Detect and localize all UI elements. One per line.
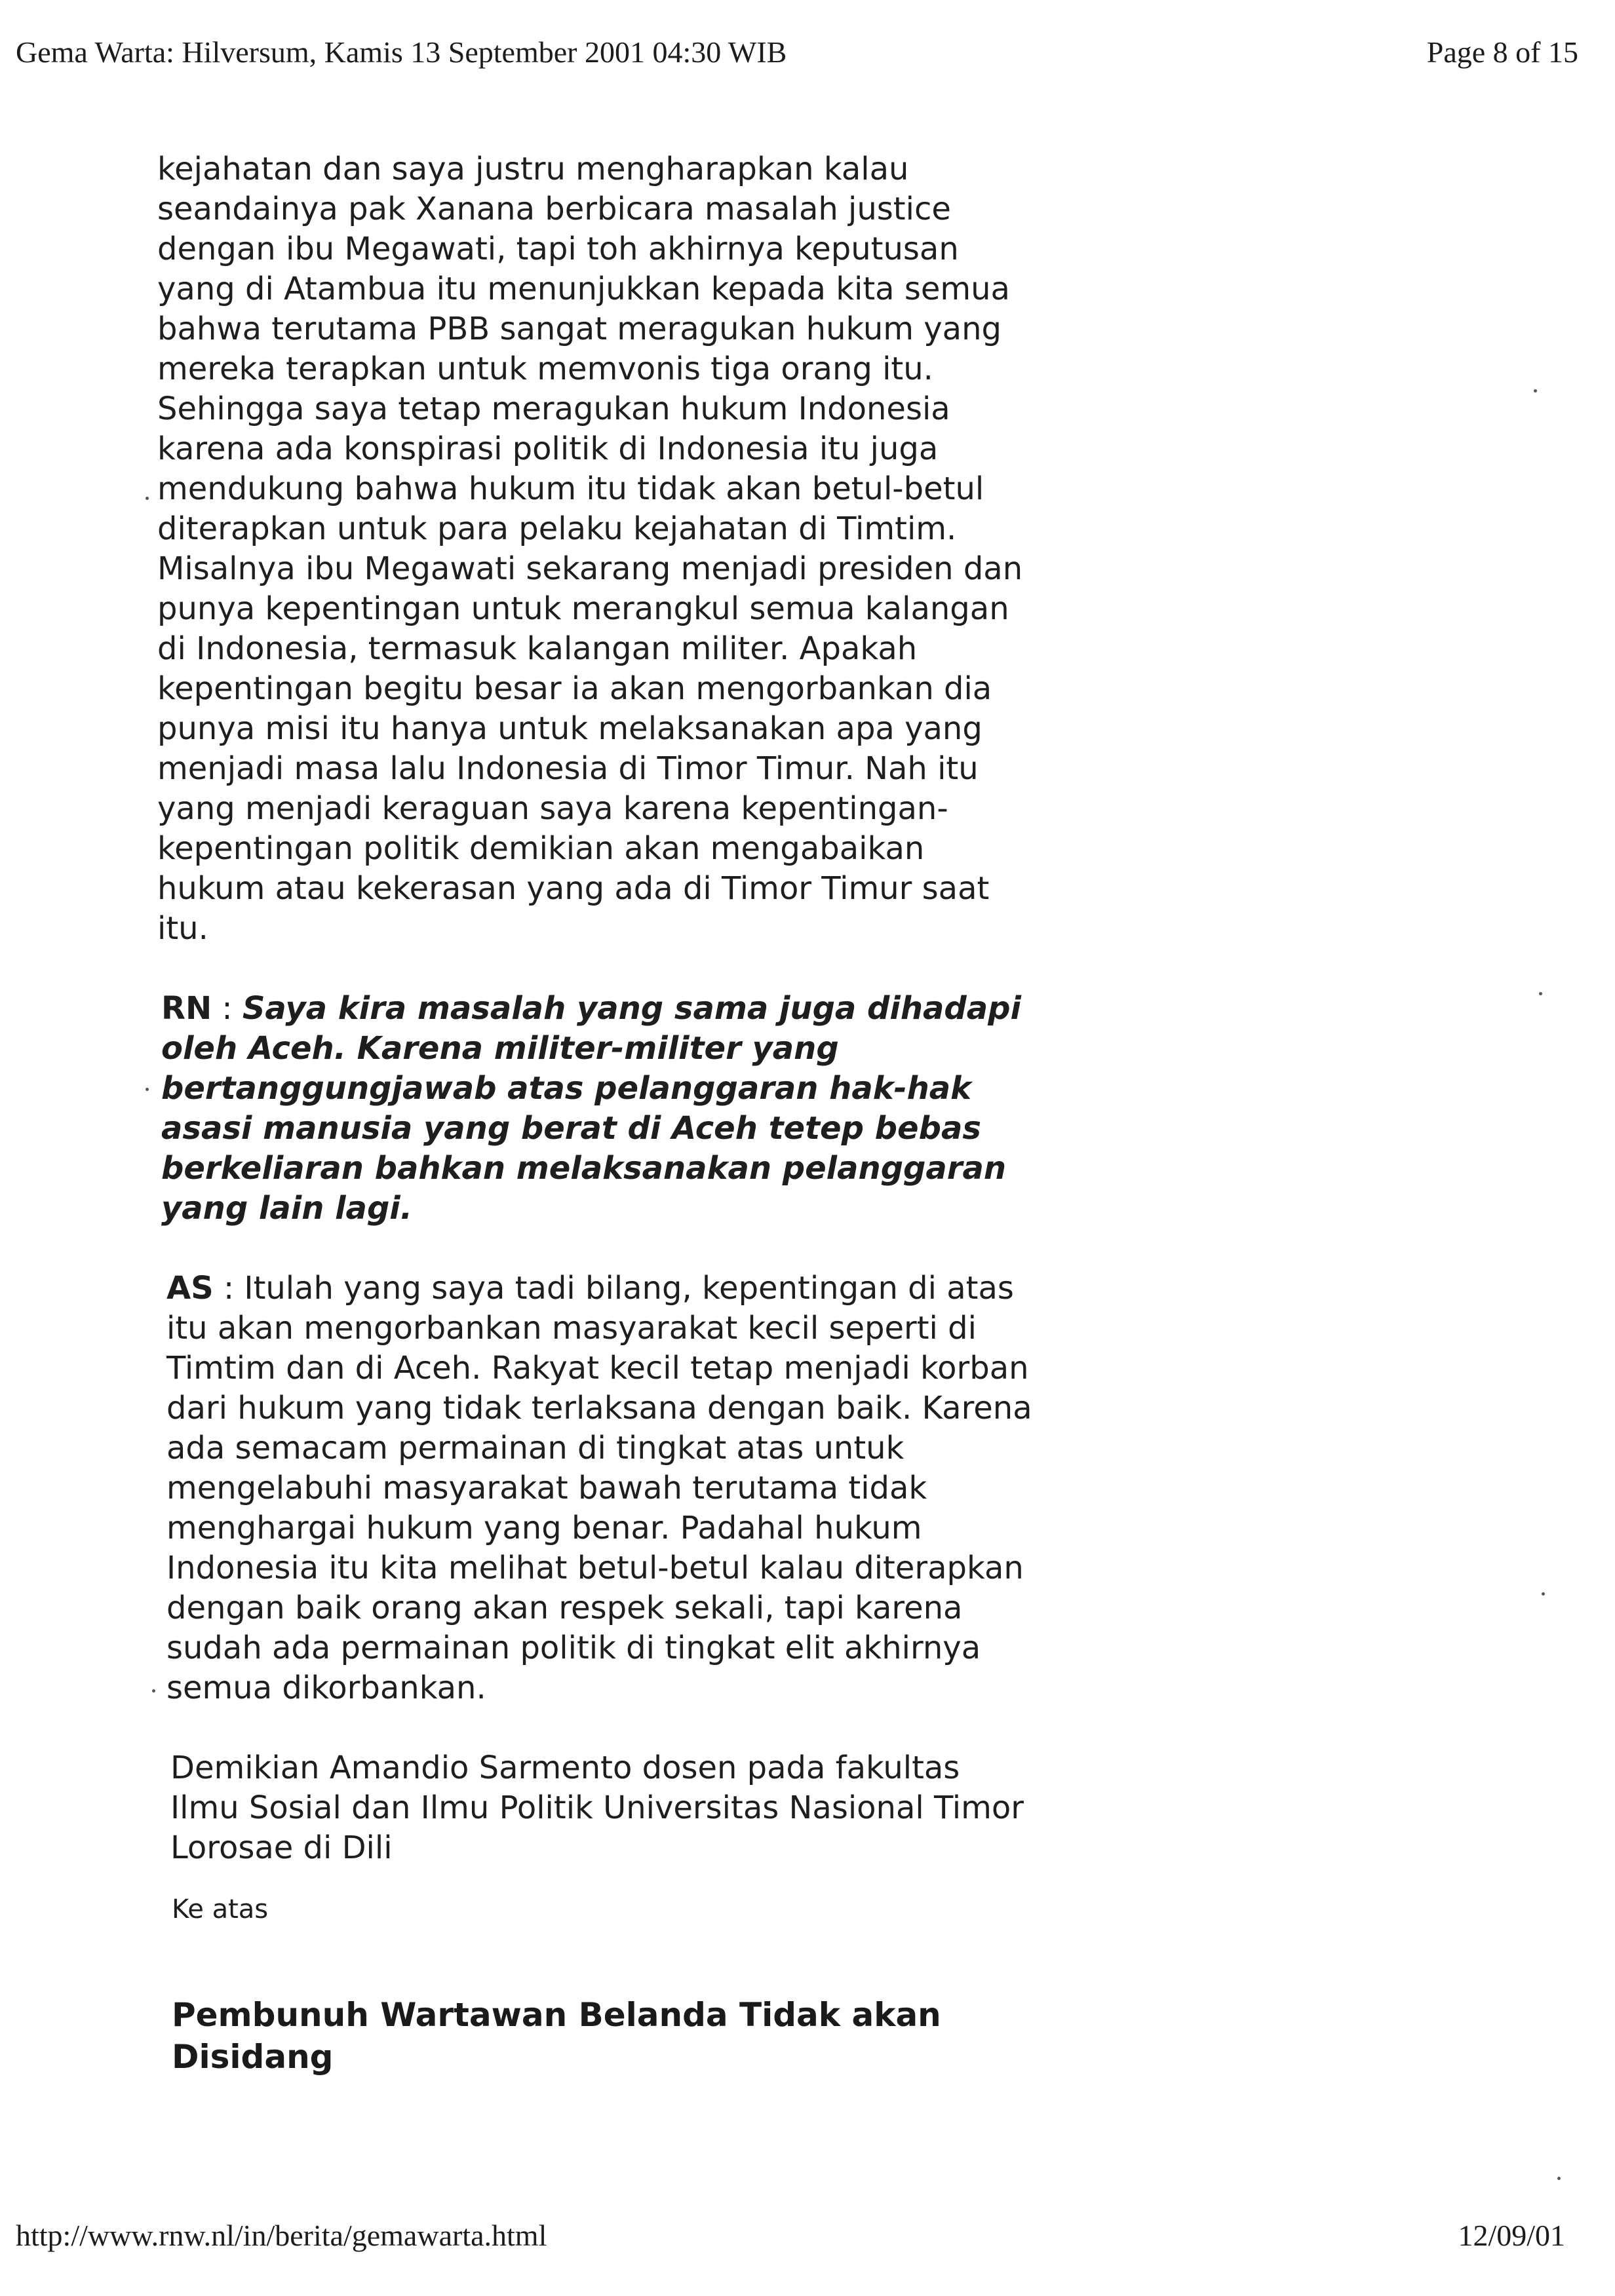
text-line: dari hukum yang tidak terlaksana dengan baik. Karena <box>166 1390 1032 1426</box>
text-line: Misalnya ibu Megawati sekarang menjadi presiden dan <box>157 550 1023 587</box>
text-line: asasi manusia yang berat di Aceh tetep bebas <box>161 1110 981 1147</box>
text-line: karena ada konspirasi politik di Indonesia itu juga <box>157 430 939 467</box>
text-line: Indonesia itu kita melihat betul-betul kalau diterapkan <box>166 1550 1024 1586</box>
text-line: oleh Aceh. Karena militer-militer yang <box>161 1030 839 1067</box>
text-line: yang menjadi keraguan saya karena kepentingan- <box>157 790 948 827</box>
print-date: 12/09/01 <box>1458 2219 1565 2252</box>
text-line: bahwa terutama PBB sangat meragukan hukum yang <box>157 311 1002 347</box>
speaker-label-as: AS <box>166 1270 214 1307</box>
text-line: itu akan mengorbankan masyarakat kecil seperti di <box>166 1310 977 1347</box>
text-line: Ilmu Sosial dan Ilmu Politik Universitas Nasional Timor <box>170 1789 1024 1826</box>
paragraph-interview-answer <box>157 149 1180 949</box>
text-line: seandainya pak Xanana berbicara masalah justice <box>157 191 951 227</box>
scan-speck <box>146 497 149 500</box>
text-line: yang lain lagi. <box>161 1190 412 1227</box>
text-line: mereka terapkan untuk memvonis tiga orang itu. <box>157 351 933 387</box>
text-line: dengan baik orang akan respek sekali, tapi karena <box>166 1590 963 1626</box>
scan-speck <box>152 1689 155 1693</box>
paragraph-rn-question <box>161 989 1180 1229</box>
text-line: bertanggungjawab atas pelanggaran hak-hak <box>161 1070 972 1107</box>
scan-speck <box>1557 2177 1561 2180</box>
source-url: http://www.rnw.nl/in/berita/gemawarta.html <box>16 2219 547 2252</box>
back-to-top-link[interactable]: Ke atas <box>172 1894 269 1924</box>
headline-line: Pembunuh Wartawan Belanda Tidak akan <box>172 1996 941 2034</box>
text-line: menghargai hukum yang benar. Padahal hukum <box>166 1510 922 1546</box>
text-line: punya kepentingan untuk merangkul semua kalangan <box>157 590 1009 627</box>
headline-line: Disidang <box>172 2038 334 2076</box>
text-line: Demikian Amandio Sarmento dosen pada fakultas <box>170 1750 960 1786</box>
scan-speck <box>1534 389 1537 392</box>
text-line: di Indonesia, termasuk kalangan militer. Apakah <box>157 630 918 667</box>
speaker-label-rn: RN <box>161 990 212 1027</box>
scan-speck <box>146 1088 149 1091</box>
text-line: diterapkan untuk para pelaku kejahatan di Timtim. <box>157 510 957 547</box>
speaker-separator: : <box>213 1270 244 1307</box>
text-line: mengelabuhi masyarakat bawah terutama tidak <box>166 1470 927 1506</box>
text-line: hukum atau kekerasan yang ada di Timor Timur saat <box>157 870 990 907</box>
text-line <box>166 1269 1180 1309</box>
text-line: yang di Atambua itu menunjukkan kepada kita semua <box>157 271 1010 307</box>
next-article-headline <box>172 1994 1180 2078</box>
paragraph-closing <box>170 1748 1180 1868</box>
text-line: kepentingan begitu besar ia akan mengorbankan dia <box>157 670 992 707</box>
scan-speck <box>1539 992 1542 995</box>
text-line: punya misi itu hanya untuk melaksanakan apa yang <box>157 710 983 747</box>
text-line: Timtim dan di Aceh. Rakyat kecil tetap menjadi korban <box>166 1350 1029 1387</box>
text-line: semua dikorbankan. <box>166 1670 486 1706</box>
text-line: dengan ibu Megawati, tapi toh akhirnya keputusan <box>157 231 959 267</box>
header-title: Gema Warta: Hilversum, Kamis 13 September 2001 04:30 WIB <box>16 35 787 69</box>
text-line: kepentingan politik demikian akan mengabaikan <box>157 830 925 867</box>
answer-text: Itulah yang saya tadi bilang, kepentingan di atas <box>244 1270 1014 1307</box>
scan-speck <box>1542 1592 1545 1596</box>
text-line: Lorosae di Dili <box>170 1829 393 1866</box>
question-text: Saya kira masalah yang sama juga dihadapi <box>242 990 1021 1027</box>
text-line: itu. <box>157 910 208 947</box>
text-line: kejahatan dan saya justru mengharapkan kalau <box>157 151 909 187</box>
page-number: Page 8 of 15 <box>1426 35 1578 69</box>
text-line: berkeliaran bahkan melaksanakan pelanggaran <box>161 1150 1007 1187</box>
paragraph-as-answer <box>166 1269 1180 1708</box>
text-line: sudah ada permainan politik di tingkat elit akhirnya <box>166 1630 981 1666</box>
text-line <box>161 989 1180 1029</box>
text-line: ada semacam permainan di tingkat atas untuk <box>166 1430 905 1466</box>
text-line: mendukung bahwa hukum itu tidak akan betul-betul <box>157 470 984 507</box>
speaker-separator: : <box>212 990 243 1027</box>
article-content <box>157 149 1180 2078</box>
text-line: menjadi masa lalu Indonesia di Timor Timur. Nah itu <box>157 750 979 787</box>
text-line: Sehingga saya tetap meragukan hukum Indonesia <box>157 391 950 427</box>
